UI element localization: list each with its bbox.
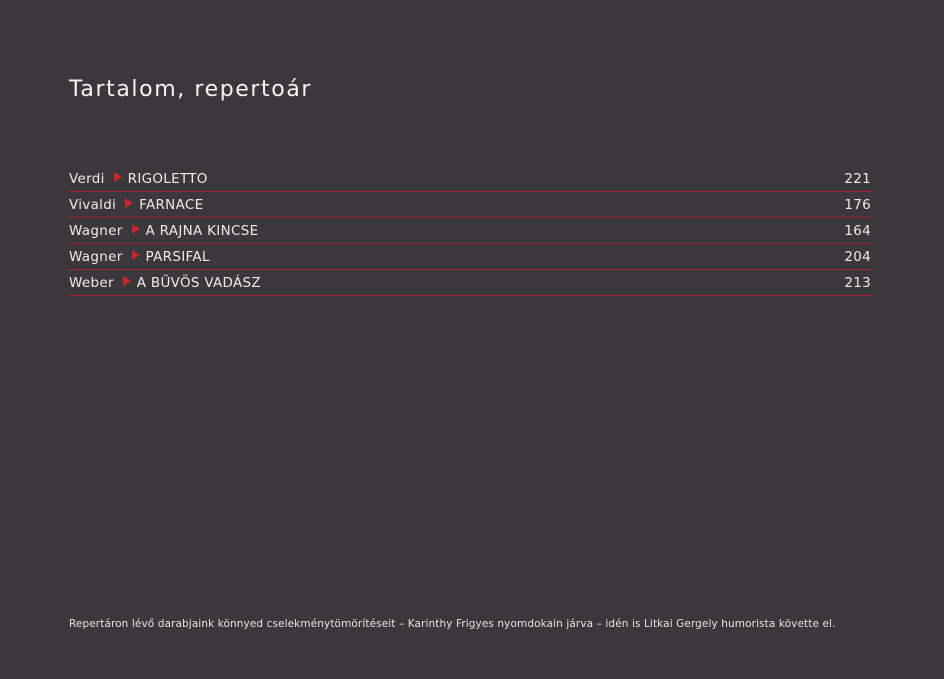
toc-composer: Verdi xyxy=(69,171,105,187)
arrow-right-icon xyxy=(132,250,140,260)
toc-composer: Vivaldi xyxy=(69,197,117,213)
toc-page-number: 221 xyxy=(844,171,871,187)
toc-row-a-buvos-vadasz[interactable] xyxy=(69,270,873,296)
toc-page-number: 164 xyxy=(844,223,871,239)
toc-row-a-rajna-kincse[interactable] xyxy=(69,218,873,244)
toc-composer: Weber xyxy=(69,275,114,291)
toc-row-parsifal[interactable] xyxy=(69,244,873,270)
toc-work-title: A RAJNA KINCSE xyxy=(145,223,259,239)
arrow-right-icon xyxy=(125,198,133,208)
toc-work-title: PARSIFAL xyxy=(145,249,210,265)
toc-page-number: 204 xyxy=(844,249,871,265)
footer-note: Repertáron lévő darabjaink könnyed cselekménytömörítéseit – Karinthy Frigyes nyomdokain járva – idén is Litkai Gergely humorista követte el. xyxy=(69,618,836,630)
page-title: Tartalom, repertoár xyxy=(69,77,313,102)
arrow-right-icon xyxy=(123,276,131,286)
toc-page-number: 176 xyxy=(844,197,871,213)
toc-composer: Wagner xyxy=(69,223,123,239)
table-of-contents xyxy=(69,166,873,296)
toc-row-farnace[interactable] xyxy=(69,192,873,218)
toc-row-rigoletto[interactable] xyxy=(69,166,873,192)
toc-work-title: RIGOLETTO xyxy=(127,171,208,187)
arrow-right-icon xyxy=(132,224,140,234)
toc-composer: Wagner xyxy=(69,249,123,265)
toc-work-title: A BŰVÖS VADÁSZ xyxy=(136,275,261,291)
toc-work-title: FARNACE xyxy=(139,197,204,213)
arrow-right-icon xyxy=(114,172,122,182)
toc-page-number: 213 xyxy=(844,275,871,291)
